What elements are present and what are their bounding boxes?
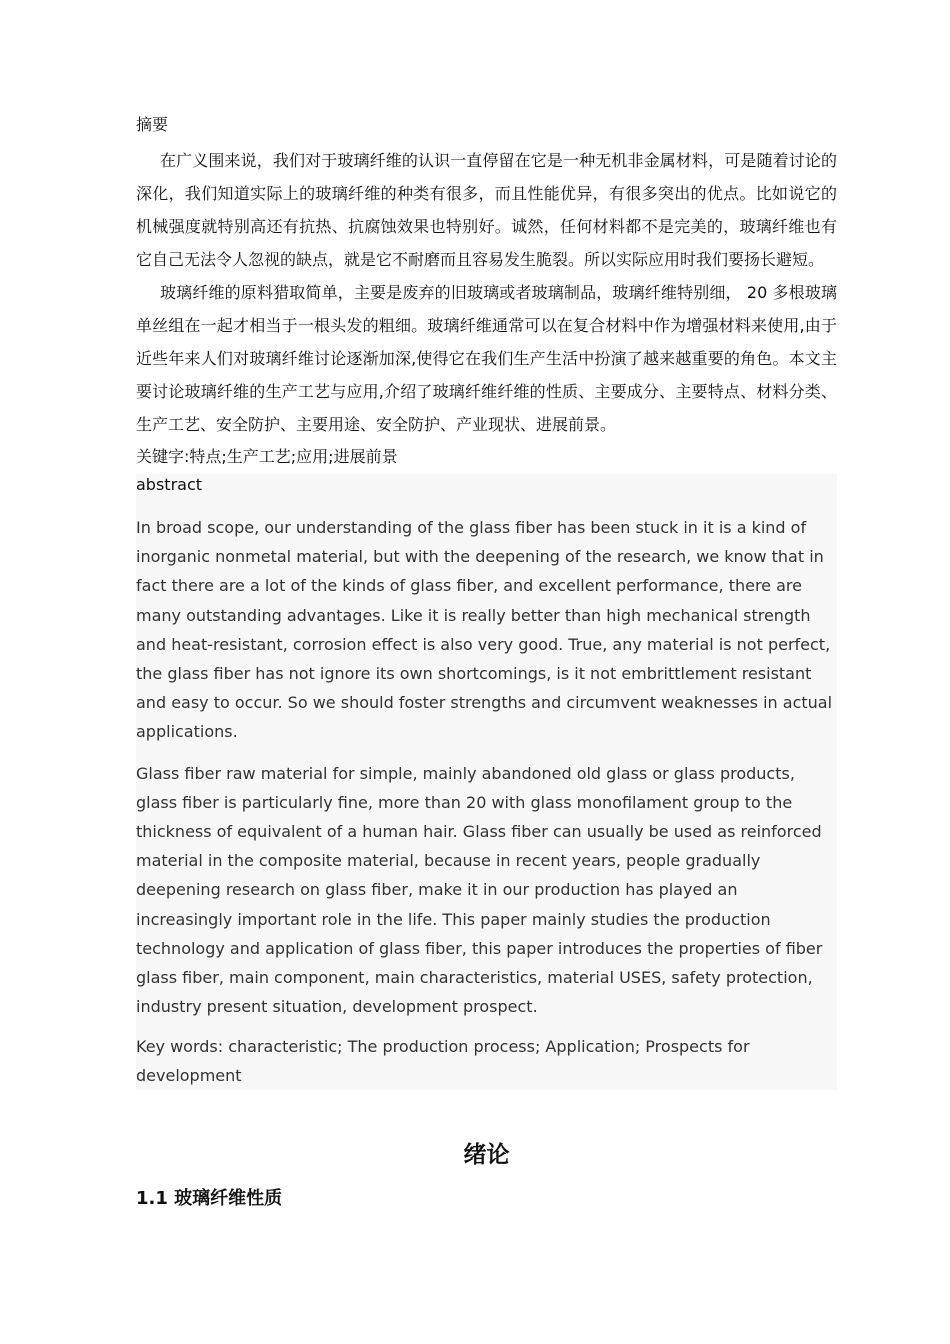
section-title: 1.1 玻璃纤维性质 [136, 1188, 283, 1210]
chapter-title: 绪论 [463, 1142, 510, 1169]
summary-heading: 摘要 [136, 115, 169, 134]
abstract-paragraph-1: In broad scope, our understanding of the glass fiber has been stuck in it is a kind of inorganic nonmetal material, but with the deepening of the research, we know that in fact there are a lot of the kinds of glass fiber, and excellent performance, there are many outstanding advantages. Like it is really better than high mechanical strength and heat-resistant, corrosion effect is also very good. True, any material is not perfect, the glass fiber has not ignore its own shortcomings, is it not embrittlement resistant and easy to occur. So we should foster strengths and circumvent weaknesses in actual applications. [136, 518, 833, 742]
abstract-heading: abstract [136, 475, 203, 494]
abstract-paragraph-2: Glass fiber raw material for simple, mainly abandoned old glass or glass products, glass fiber is particularly fine, more than 20 with glass monofilament group to the thickness of equivalent of a human hair. Glass fiber can usually be used as reinforced material in the composite material, because in recent years, people gradually deepening research on glass fiber, make it in our production has played an increasingly important role in the life. This paper mainly studies the production technology and application of glass fiber, this paper introduces the properties of fiber glass fiber, main component, main characteristics, material USES, safety protection, industry present situation, development prospect. [136, 763, 823, 1017]
summary-paragraph-2: 玻璃纤维的原料猎取简单，主要是废弃的旧玻璃或者玻璃制品，玻璃纤维特别细， 20 多根玻璃单丝组在一起才相当于一根头发的粗细。玻璃纤维通常可以在复合材料中作为增强材料来使用,由于近些年来人们对玻璃纤维讨论逐渐加深,使得它在我们生产生活中扮演了越来越重要的角色。本文主要讨论玻璃纤维的生产工艺与应用,介绍了玻璃纤维纤维的性质、主要成分、主要特点、材料分类、生产工艺、安全防护、主要用途、安全防护、产业现状、进展前景。 [136, 283, 837, 434]
summary-keywords: 关键字:特点;生产工艺;应用;进展前景 [136, 447, 398, 466]
summary-paragraph-1: 在广义围来说，我们对于玻璃纤维的认识一直停留在它是一种无机非金属材料，可是随着讨论的深化，我们知道实际上的玻璃纤维的种类有很多，而且性能优异，有很多突出的优点。比如说它的机械强度就特别高还有抗热、抗腐蚀效果也特别好。诚然，任何材料都不是完美的，玻璃纤维也有它自己无法令人忽视的缺点，就是它不耐磨而且容易发生脆裂。所以实际应用时我们要扬长避短。 [136, 151, 837, 269]
document-page [136, 112, 837, 1212]
abstract-keywords: Key words: characteristic; The production process; Application; Prospects for development [136, 1037, 750, 1086]
abstract-block [136, 474, 837, 1090]
